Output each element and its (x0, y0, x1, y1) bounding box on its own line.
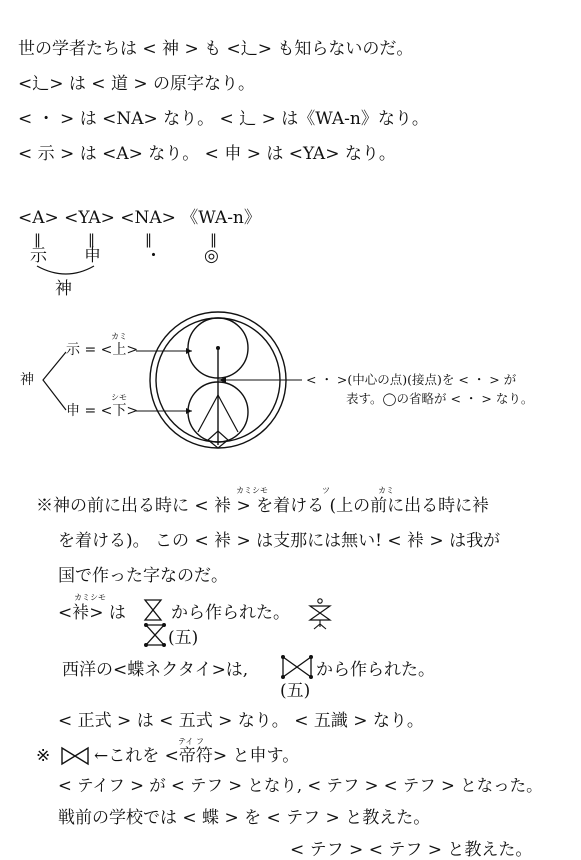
body-line-4-tail: から作られた。 (171, 603, 290, 623)
body-line-8-mark: ※ (36, 746, 51, 766)
formula-eq-wan: ‖ (210, 232, 217, 248)
teifu-ruby: テイ フ (178, 737, 204, 746)
figure-kami-kanji: 神 (20, 372, 34, 388)
kamishimo-ruby-2: カミシモ (74, 593, 106, 602)
body-line-3: 国で作った字なのだ。 (58, 566, 228, 586)
body-line-2: を着ける)。 この < 裃 > は支那には無い! < 裃 > は我が (58, 531, 501, 551)
formula-header: <A> <YA> <NA> 《WA-n》 (18, 208, 261, 228)
intro-line-4: < 示 > は <A> なり。 < 申 > は <YA> なり。 (18, 144, 396, 164)
kami-ruby-1: カミ (378, 486, 394, 495)
formula-result: 神 (55, 279, 72, 299)
formula-part-shi: 示 (30, 246, 47, 266)
body-line-4: <裃> は (58, 603, 126, 623)
formula-eq-na: ‖ (145, 232, 152, 248)
body-line-6-tail: から作られた。 (316, 660, 435, 680)
body-line-9: < テイフ > が < テフ > となり, < テフ > < テフ > となった。 (58, 776, 543, 795)
formula-part-circle: ◎ (204, 246, 219, 266)
formula-part-shin: 申 (84, 246, 101, 266)
figure-lower-label: 申 = <下> (66, 403, 139, 419)
body-line-7: < 正式 > は < 五式 > なり。 < 五識 > なり。 (58, 711, 424, 731)
intro-line-1: 世の学者たちは < 神 > も <辶> も知らないのだ。 (18, 39, 414, 59)
body-line-10: 戦前の学校では < 蝶 > を < テフ > と教えた。 (58, 808, 431, 828)
body-line-5: (五) (168, 628, 199, 648)
body-line-6-sub: (五) (280, 681, 311, 701)
body-line-8: ←これを <帝符> と申す。 (94, 746, 300, 766)
figure-upper-ruby: カミ (111, 332, 127, 341)
formula-eq-a: ‖ (34, 232, 41, 248)
tsu-ruby: ツ (322, 486, 330, 495)
formula-part-dot: ・ (145, 246, 162, 266)
figure-lower-ruby: シモ (111, 393, 127, 402)
formula-eq-ya: ‖ (88, 232, 95, 248)
intro-line-3: < ・ > は <NA> なり。 < 辶 > は《WA-n》なり。 (18, 109, 429, 129)
body-line-11: < テフ > < テフ > と教えた。 (290, 840, 533, 860)
figure-note-line-1: < ・ >(中心の点)(接点)を < ・ > が (306, 372, 517, 387)
intro-line-2: <辶> は < 道 > の原字なり。 (18, 74, 255, 94)
kamishimo-ruby-1: カミシモ (236, 486, 268, 495)
body-line-1: ※神の前に出る時に < 裃 > を着ける (上の前に出る時に裃 (36, 496, 490, 516)
body-line-6: 西洋の<蝶ネクタイ>は, (62, 660, 249, 680)
figure-upper-label: 示 = <上> (66, 342, 139, 358)
figure-note-line-2: 表す。◯の省略が < ・ > なり。 (346, 391, 534, 406)
